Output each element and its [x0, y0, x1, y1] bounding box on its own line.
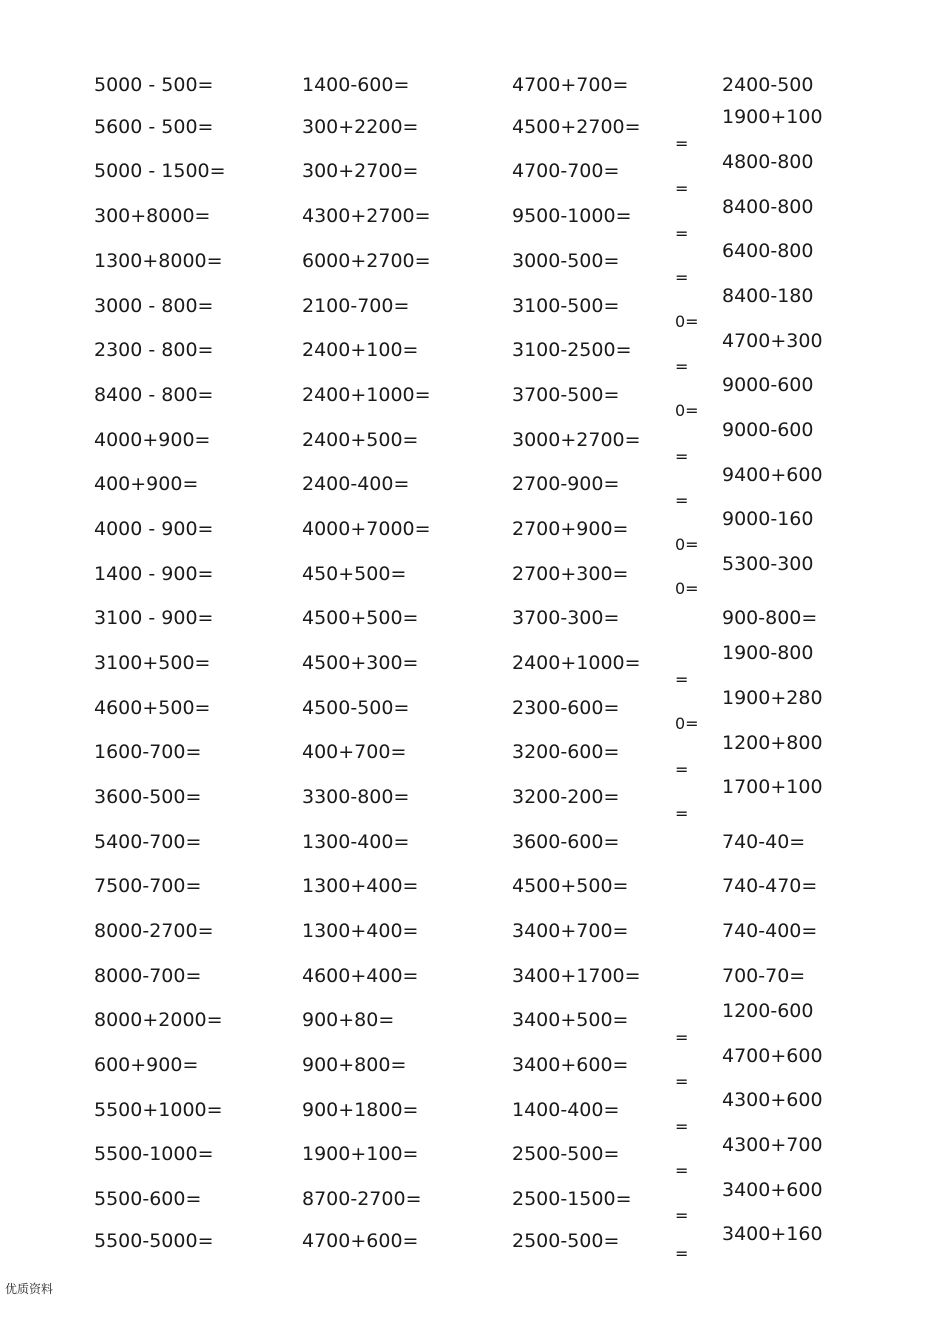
- problem-cell: 900+1800=: [302, 1099, 419, 1121]
- problem-cell: 7500-700=: [94, 875, 202, 897]
- footer-label: 优质资料: [5, 1282, 54, 1296]
- problem-cell: 3700-300=: [512, 607, 620, 629]
- wrap-mark: 0=: [675, 312, 699, 331]
- problem-cell: 2500-500=: [512, 1143, 620, 1165]
- problem-cell: 5000 - 1500=: [94, 160, 226, 182]
- problem-cell: 300+2700=: [302, 160, 419, 182]
- problem-cell: 3100-500=: [512, 295, 620, 317]
- wrap-mark: =: [675, 268, 689, 287]
- problem-cell: 4500+300=: [302, 652, 419, 674]
- problem-cell: 4700+600: [722, 1045, 823, 1067]
- wrap-mark: =: [675, 1117, 689, 1136]
- problem-cell: 3000+2700=: [512, 429, 641, 451]
- problem-cell: 740-470=: [722, 875, 818, 897]
- problem-cell: 5000 - 500=: [94, 74, 214, 96]
- problem-cell: 2400+500=: [302, 429, 419, 451]
- problem-cell: 600+900=: [94, 1054, 199, 1076]
- problem-cell: 8700-2700=: [302, 1188, 422, 1210]
- problem-cell: 3400+1700=: [512, 965, 641, 987]
- problem-cell: 6000+2700=: [302, 250, 431, 272]
- problem-cell: 1300+8000=: [94, 250, 223, 272]
- problem-cell: 4800-800: [722, 151, 814, 173]
- problem-cell: 2400-400=: [302, 473, 410, 495]
- problem-cell: 2700+300=: [512, 563, 629, 585]
- wrap-mark: =: [675, 1028, 689, 1047]
- problem-cell: 3100 - 900=: [94, 607, 214, 629]
- problem-cell: 3400+700=: [512, 920, 629, 942]
- problem-cell: 3600-500=: [94, 786, 202, 808]
- problem-cell: 300+8000=: [94, 205, 211, 227]
- wrap-mark: =: [675, 1206, 689, 1225]
- problem-cell: 1300+400=: [302, 920, 419, 942]
- problem-cell: 4700+700=: [512, 74, 629, 96]
- problem-cell: 1900-800: [722, 642, 814, 664]
- problem-cell: 700-70=: [722, 965, 806, 987]
- problem-cell: 5600 - 500=: [94, 116, 214, 138]
- problem-cell: 4300+700: [722, 1134, 823, 1156]
- problem-cell: 450+500=: [302, 563, 407, 585]
- problem-cell: 5400-700=: [94, 831, 202, 853]
- problem-cell: 740-400=: [722, 920, 818, 942]
- wrap-mark: =: [675, 804, 689, 823]
- problem-cell: 900-800=: [722, 607, 818, 629]
- problem-cell: 1900+100=: [302, 1143, 419, 1165]
- problem-cell: 3400+160: [722, 1223, 823, 1245]
- problem-cell: 4700+600=: [302, 1230, 419, 1252]
- problem-cell: 4500+500=: [302, 607, 419, 629]
- problem-cell: 3000 - 800=: [94, 295, 214, 317]
- problem-cell: 1400 - 900=: [94, 563, 214, 585]
- problem-cell: 900+800=: [302, 1054, 407, 1076]
- problem-cell: 8000-700=: [94, 965, 202, 987]
- problem-cell: 2700-900=: [512, 473, 620, 495]
- problem-cell: 2500-500=: [512, 1230, 620, 1252]
- problem-cell: 5500+1000=: [94, 1099, 223, 1121]
- problem-cell: 2400-500: [722, 74, 814, 96]
- problem-cell: 2400+100=: [302, 339, 419, 361]
- problem-cell: 4300+600: [722, 1089, 823, 1111]
- problem-cell: 3400+600: [722, 1179, 823, 1201]
- wrap-mark: =: [675, 179, 689, 198]
- problem-cell: 3200-200=: [512, 786, 620, 808]
- wrap-mark: 0=: [675, 535, 699, 554]
- wrap-mark: =: [675, 670, 689, 689]
- problem-cell: 4500-500=: [302, 697, 410, 719]
- problem-cell: 9000-600: [722, 374, 814, 396]
- problem-cell: 2400+1000=: [512, 652, 641, 674]
- wrap-mark: =: [675, 491, 689, 510]
- problem-cell: 5300-300: [722, 553, 814, 575]
- problem-cell: 4500+2700=: [512, 116, 641, 138]
- problem-cell: 4600+400=: [302, 965, 419, 987]
- problem-cell: 9000-600: [722, 419, 814, 441]
- problem-cell: 3700-500=: [512, 384, 620, 406]
- problem-cell: 1400-400=: [512, 1099, 620, 1121]
- problem-cell: 1900+280: [722, 687, 823, 709]
- wrap-mark: =: [675, 1161, 689, 1180]
- problem-cell: 3400+500=: [512, 1009, 629, 1031]
- problem-cell: 8000-2700=: [94, 920, 214, 942]
- problem-cell: 740-40=: [722, 831, 806, 853]
- problem-cell: 4700-700=: [512, 160, 620, 182]
- problem-cell: 1900+100: [722, 106, 823, 128]
- problem-cell: 400+900=: [94, 473, 199, 495]
- problem-cell: 1700+100: [722, 776, 823, 798]
- problem-cell: 9500-1000=: [512, 205, 632, 227]
- problem-cell: 400+700=: [302, 741, 407, 763]
- problem-cell: 3100-2500=: [512, 339, 632, 361]
- wrap-mark: =: [675, 760, 689, 779]
- wrap-mark: =: [675, 1072, 689, 1091]
- problem-cell: 900+80=: [302, 1009, 395, 1031]
- problem-cell: 1200+800: [722, 732, 823, 754]
- problem-cell: 4300+2700=: [302, 205, 431, 227]
- problem-cell: 1200-600: [722, 1000, 814, 1022]
- problem-cell: 5500-600=: [94, 1188, 202, 1210]
- problem-cell: 4000+900=: [94, 429, 211, 451]
- wrap-mark: 0=: [675, 579, 699, 598]
- problem-cell: 3200-600=: [512, 741, 620, 763]
- problem-cell: 5500-1000=: [94, 1143, 214, 1165]
- problem-cell: 3400+600=: [512, 1054, 629, 1076]
- problem-cell: 1600-700=: [94, 741, 202, 763]
- problem-cell: 9000-160: [722, 508, 814, 530]
- problem-cell: 5500-5000=: [94, 1230, 214, 1252]
- problem-cell: 300+2200=: [302, 116, 419, 138]
- problem-cell: 8400-180: [722, 285, 814, 307]
- problem-cell: 2700+900=: [512, 518, 629, 540]
- problem-cell: 3000-500=: [512, 250, 620, 272]
- wrap-mark: 0=: [675, 714, 699, 733]
- problem-cell: 8400-800: [722, 196, 814, 218]
- problem-cell: 8000+2000=: [94, 1009, 223, 1031]
- problem-cell: 8400 - 800=: [94, 384, 214, 406]
- problem-cell: 3300-800=: [302, 786, 410, 808]
- wrap-mark: =: [675, 357, 689, 376]
- problem-cell: 4000+7000=: [302, 518, 431, 540]
- problem-cell: 4500+500=: [512, 875, 629, 897]
- problem-cell: 2100-700=: [302, 295, 410, 317]
- wrap-mark: =: [675, 134, 689, 153]
- problem-cell: 4600+500=: [94, 697, 211, 719]
- wrap-mark: =: [675, 447, 689, 466]
- wrap-mark: 0=: [675, 401, 699, 420]
- problem-cell: 1300-400=: [302, 831, 410, 853]
- problem-cell: 1400-600=: [302, 74, 410, 96]
- problem-cell: 2300-600=: [512, 697, 620, 719]
- problem-cell: 3100+500=: [94, 652, 211, 674]
- problem-cell: 2500-1500=: [512, 1188, 632, 1210]
- problem-cell: 4700+300: [722, 330, 823, 352]
- wrap-mark: =: [675, 224, 689, 243]
- problem-cell: 1300+400=: [302, 875, 419, 897]
- problem-cell: 9400+600: [722, 464, 823, 486]
- problem-cell: 3600-600=: [512, 831, 620, 853]
- problem-cell: 2300 - 800=: [94, 339, 214, 361]
- wrap-mark: =: [675, 1244, 689, 1263]
- problem-cell: 2400+1000=: [302, 384, 431, 406]
- problem-cell: 4000 - 900=: [94, 518, 214, 540]
- problem-cell: 6400-800: [722, 240, 814, 262]
